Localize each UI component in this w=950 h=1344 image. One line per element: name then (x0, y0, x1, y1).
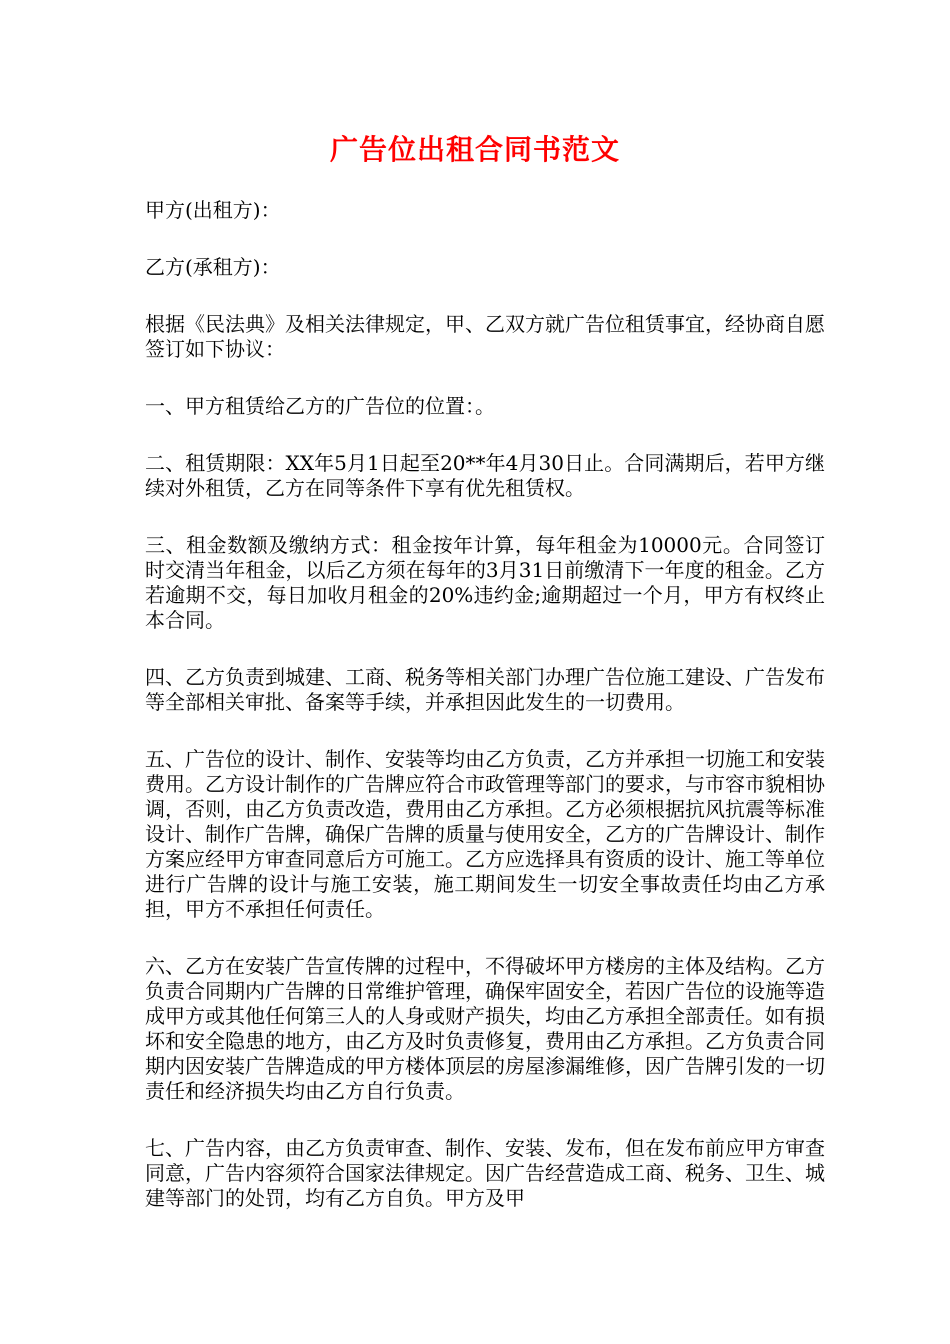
clause-2: 二、租赁期限：XX年5月1日起至20**年4月30日止。合同满期后，若甲方继续对外租赁，乙方在同等条件下享有优先租赁权。 (145, 451, 825, 500)
clause-6: 六、乙方在安装广告宣传牌的过程中，不得破坏甲方楼房的主体及结构。乙方负责合同期内广告牌的日常维护管理，确保牢固安全，若因广告位的设施等造成甲方或其他任何第三人的人身或财产损失，均由乙方承担全部责任。如有损坏和安全隐患的地方，由乙方及时负责修复，费用由乙方承担。乙方负责合同期内因安装广告牌造成的甲方楼体顶层的房屋渗漏维修，因广告牌引发的一切责任和经济损失均由乙方自行负责。 (145, 954, 825, 1103)
clause-4: 四、乙方负责到城建、工商、税务等相关部门办理广告位施工建设、广告发布等全部相关审批、备案等手续，并承担因此发生的一切费用。 (145, 665, 825, 714)
preamble-paragraph: 根据《民法典》及相关法律规定，甲、乙双方就广告位租赁事宜，经协商自愿签订如下协议： (145, 312, 825, 361)
clause-3: 三、租金数额及缴纳方式：租金按年计算，每年租金为10000元。合同签订时交清当年租金，以后乙方须在每年的3月31日前缴清下一年度的租金。乙方若逾期不交，每日加收月租金的20%违约金;逾期超过一个月，甲方有权终止本合同。 (145, 533, 825, 632)
party-a-line: 甲方(出租方)： (145, 198, 281, 222)
document-title: 广告位出租合同书范文 (329, 133, 620, 166)
document-body (145, 198, 825, 1243)
clause-5: 五、广告位的设计、制作、安装等均由乙方负责，乙方并承担一切施工和安装费用。乙方设计制作的广告牌应符合市政管理等部门的要求，与市容市貌相协调，否则，由乙方负责改造，费用由乙方承担。乙方必须根据抗风抗震等标准设计、制作广告牌，确保广告牌的质量与使用安全，乙方的广告牌设计、制作方案应经甲方审查同意后方可施工。乙方应选择具有资质的设计、施工等单位进行广告牌的设计与施工安装，施工期间发生一切安全事故责任均由乙方承担，甲方不承担任何责任。 (145, 747, 825, 921)
clause-7: 七、广告内容，由乙方负责审查、制作、安装、发布，但在发布前应甲方审查同意，广告内容须符合国家法律规定。因广告经营造成工商、税务、卫生、城建等部门的处罚，均有乙方自负。甲方及甲 (145, 1136, 825, 1210)
party-b-line: 乙方(承租方)： (145, 255, 281, 279)
clause-1: 一、甲方租赁给乙方的广告位的位置：。 (145, 394, 495, 418)
